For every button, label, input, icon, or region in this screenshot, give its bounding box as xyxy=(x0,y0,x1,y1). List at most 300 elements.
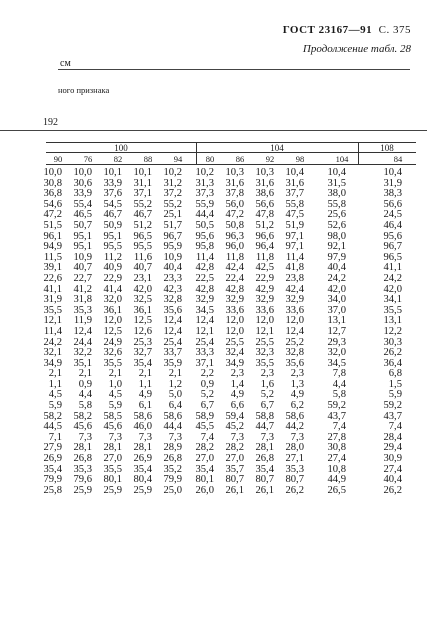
table-cell: 25,4 xyxy=(163,336,182,348)
table-cell: 52,6 xyxy=(327,219,346,231)
table-cell: 12,1 xyxy=(43,315,62,327)
table-cell: 37,8 xyxy=(225,188,244,200)
table-cell: 34,9 xyxy=(225,357,244,369)
table-cell: 5,9 xyxy=(48,400,62,412)
column-header: 76 xyxy=(83,154,93,164)
table-cell: 32,8 xyxy=(163,294,182,306)
table-cell: 28,1 xyxy=(255,442,274,454)
table-cell: 7,3 xyxy=(138,431,152,443)
table-cell: 25,9 xyxy=(133,484,152,496)
group-header: 104 xyxy=(270,143,284,153)
table-cell: 47,2 xyxy=(225,209,244,221)
table-cell: 59,4 xyxy=(225,410,244,422)
table-cell: 33,9 xyxy=(103,177,122,189)
table-cell: 31,9 xyxy=(43,294,62,306)
table-cell: 28,2 xyxy=(225,442,244,454)
table-cell: 2,1 xyxy=(48,368,62,380)
table-cell: 1,1 xyxy=(138,378,152,390)
table-cell: 5,0 xyxy=(168,389,182,401)
column-header: 86 xyxy=(235,154,245,164)
table-cell: 28,9 xyxy=(163,442,182,454)
table-cell: 5,2 xyxy=(260,389,274,401)
table-cell: 32,1 xyxy=(43,347,62,359)
table-cell: 10,2 xyxy=(163,167,182,178)
table-cell: 35,4 xyxy=(43,463,62,475)
table-cell: 22,6 xyxy=(43,272,62,284)
table-cell: 37,2 xyxy=(163,188,182,200)
table-cell: 12,0 xyxy=(225,315,244,327)
table-cell: 10,4 xyxy=(383,167,402,178)
table-cell: 10,4 xyxy=(285,167,304,178)
table-cell: 27,8 xyxy=(327,431,346,443)
table-cell: 34,1 xyxy=(383,294,402,306)
table-cell: 12,0 xyxy=(225,325,244,337)
table-cell: 42,8 xyxy=(195,262,214,274)
table-cell: 12,2 xyxy=(383,325,402,337)
table-cell: 30,8 xyxy=(327,442,346,454)
table-cell: 7,4 xyxy=(388,421,402,433)
column-header: 90 xyxy=(53,154,63,164)
table-cell: 12,6 xyxy=(133,325,152,337)
table-cell: 96,5 xyxy=(383,251,402,263)
table-cell: 50,7 xyxy=(73,219,92,231)
table-cell: 35,9 xyxy=(163,357,182,369)
table-cell: 27,0 xyxy=(225,453,244,465)
table-cell: 26,8 xyxy=(73,453,92,465)
table-cell: 96,3 xyxy=(225,230,244,242)
table-cell: 7,3 xyxy=(260,431,274,443)
table-cell: 59,2 xyxy=(327,400,346,412)
table-cell: 27,4 xyxy=(383,463,402,475)
table-cell: 27,9 xyxy=(43,442,62,454)
group-header: 108 xyxy=(380,143,394,153)
table-cell: 0,9 xyxy=(78,378,92,390)
table-cell: 30,6 xyxy=(73,177,92,189)
table-cell: 28,0 xyxy=(285,442,304,454)
table-cell: 42,3 xyxy=(163,283,182,295)
table-cell: 37,7 xyxy=(285,188,304,200)
table-cell: 23,1 xyxy=(133,272,152,284)
table-cell: 34,5 xyxy=(327,357,346,369)
table-cell: 10,4 xyxy=(327,167,346,178)
table-cell: 33,6 xyxy=(225,304,244,316)
table-cell: 10,9 xyxy=(73,251,92,263)
table-column xyxy=(96,168,122,496)
table-cell: 42,0 xyxy=(383,283,402,295)
table-cell: 42,4 xyxy=(285,283,304,295)
table-cell: 24,9 xyxy=(103,336,122,348)
table-cell: 32,9 xyxy=(195,294,214,306)
table-cell: 4,5 xyxy=(48,389,62,401)
table-cell: 80,1 xyxy=(103,474,122,486)
table-cell: 47,5 xyxy=(285,209,304,221)
table-cell: 42,8 xyxy=(195,283,214,295)
table-cell: 26,0 xyxy=(195,484,214,496)
table-cell: 46,4 xyxy=(383,219,402,231)
table-cell: 95,1 xyxy=(73,230,92,242)
table-column xyxy=(188,168,214,496)
table-cell: 35,5 xyxy=(103,357,122,369)
table-cell: 7,3 xyxy=(290,431,304,443)
table-cell: 34,5 xyxy=(195,304,214,316)
table-cell: 47,8 xyxy=(255,209,274,221)
table-column xyxy=(218,168,244,496)
column-header: 80 xyxy=(205,154,215,164)
table-cell: 12,7 xyxy=(327,325,346,337)
table-cell: 6,4 xyxy=(168,400,182,412)
table-cell: 35,4 xyxy=(255,463,274,475)
table-cell: 6,6 xyxy=(230,400,244,412)
table-cell: 7,3 xyxy=(78,431,92,443)
table-cell: 12,5 xyxy=(133,315,152,327)
table-cell: 25,4 xyxy=(195,336,214,348)
table-cell: 58,5 xyxy=(103,410,122,422)
table-cell: 32,3 xyxy=(255,347,274,359)
table-cell: 58,9 xyxy=(195,410,214,422)
table-cell: 23,8 xyxy=(285,272,304,284)
table-cell: 33,6 xyxy=(285,304,304,316)
table-cell: 1,1 xyxy=(48,378,62,390)
table-cell: 35,4 xyxy=(133,357,152,369)
table-cell: 35,2 xyxy=(163,463,182,475)
table-cell: 55,2 xyxy=(133,198,152,210)
table-cell: 41,8 xyxy=(285,262,304,274)
table-cell: 32,9 xyxy=(255,294,274,306)
table-cell: 32,9 xyxy=(225,294,244,306)
left-number: 192 xyxy=(43,117,58,128)
table-cell: 50,9 xyxy=(103,219,122,231)
table-cell: 79,6 xyxy=(73,474,92,486)
table-cell: 58,8 xyxy=(255,410,274,422)
table-cell: 79,9 xyxy=(43,474,62,486)
table-cell: 59,2 xyxy=(383,400,402,412)
table-cell: 42,0 xyxy=(133,283,152,295)
table-cell: 2,1 xyxy=(168,368,182,380)
table-cell: 32,0 xyxy=(103,294,122,306)
column-header: 104 xyxy=(335,154,349,164)
table-cell: 4,4 xyxy=(332,378,346,390)
table-cell: 32,0 xyxy=(327,347,346,359)
table-cell: 31,5 xyxy=(327,177,346,189)
table-cell: 31,8 xyxy=(73,294,92,306)
table-cell: 42,5 xyxy=(255,262,274,274)
table-cell: 35,3 xyxy=(73,463,92,475)
table-cell: 42,8 xyxy=(225,283,244,295)
table-column xyxy=(66,168,92,496)
table-cell: 22,4 xyxy=(225,272,244,284)
table-cell: 40,7 xyxy=(73,262,92,274)
table-cell: 28,1 xyxy=(133,442,152,454)
table-cell: 35,6 xyxy=(285,357,304,369)
table-header xyxy=(46,142,416,162)
table-cell: 27,1 xyxy=(285,453,304,465)
header-rule-bottom xyxy=(46,164,416,165)
table-cell: 24,2 xyxy=(383,272,402,284)
table-cell: 94,9 xyxy=(43,241,62,253)
table-cell: 24,2 xyxy=(327,272,346,284)
table-cell: 97,9 xyxy=(327,251,346,263)
table-cell: 10,8 xyxy=(327,463,346,475)
table-cell: 24,5 xyxy=(383,209,402,221)
table-cell: 10,3 xyxy=(255,167,274,178)
standard-code: ГОСТ 23167—91 xyxy=(282,24,373,36)
table-cell: 30,3 xyxy=(383,336,402,348)
table-cell: 45,6 xyxy=(103,421,122,433)
table-cell: 38,0 xyxy=(327,188,346,200)
table-cell: 42,9 xyxy=(255,283,274,295)
table-cell: 6,7 xyxy=(200,400,214,412)
table-cell: 12,4 xyxy=(163,325,182,337)
table-cell: 35,3 xyxy=(73,304,92,316)
table-cell: 25,9 xyxy=(73,484,92,496)
table-cell: 42,0 xyxy=(327,283,346,295)
table-cell: 38,6 xyxy=(255,188,274,200)
table-cell: 31,2 xyxy=(163,177,182,189)
table-cell: 95,5 xyxy=(133,241,152,253)
table-cell: 1,6 xyxy=(260,378,274,390)
table-cell: 46,7 xyxy=(133,209,152,221)
table-cell: 46,0 xyxy=(133,421,152,433)
table-cell: 1,5 xyxy=(388,378,402,390)
table-cell: 44,4 xyxy=(163,421,182,433)
table-cell: 44,2 xyxy=(285,421,304,433)
table-cell: 35,4 xyxy=(195,463,214,475)
table-cell: 11,8 xyxy=(255,251,274,263)
table-cell: 50,8 xyxy=(225,219,244,231)
table-cell: 55,4 xyxy=(73,198,92,210)
table-cell: 37,1 xyxy=(195,357,214,369)
table-cell: 7,3 xyxy=(230,431,244,443)
table-cell: 41,4 xyxy=(103,283,122,295)
table-cell: 36,1 xyxy=(103,304,122,316)
group-header: 100 xyxy=(114,143,128,153)
table-cell: 56,0 xyxy=(225,198,244,210)
table-cell: 1,3 xyxy=(290,378,304,390)
table-cell: 33,3 xyxy=(195,347,214,359)
table-cell: 1,2 xyxy=(168,378,182,390)
table-cell: 43,7 xyxy=(383,410,402,422)
table-cell: 46,7 xyxy=(103,209,122,221)
table-cell: 33,6 xyxy=(255,304,274,316)
table-cell: 40,4 xyxy=(327,262,346,274)
table-cell: 12,0 xyxy=(285,315,304,327)
table-cell: 25,2 xyxy=(285,336,304,348)
table-cell: 58,6 xyxy=(285,410,304,422)
table-cell: 38,3 xyxy=(383,188,402,200)
table-cell: 79,9 xyxy=(163,474,182,486)
table-cell: 34,9 xyxy=(43,357,62,369)
table-cell: 42,4 xyxy=(225,262,244,274)
table-cell: 55,9 xyxy=(195,198,214,210)
table-cell: 97,1 xyxy=(285,241,304,253)
table-cell: 56,6 xyxy=(383,198,402,210)
table-cell: 25,6 xyxy=(327,209,346,221)
table-cell: 45,5 xyxy=(195,421,214,433)
table-cell: 6,7 xyxy=(260,400,274,412)
table-cell: 92,1 xyxy=(327,241,346,253)
table-cell: 7,4 xyxy=(200,431,214,443)
table-cell: 6,1 xyxy=(138,400,152,412)
table-cell: 29,4 xyxy=(383,442,402,454)
page-number: 375 xyxy=(393,24,411,36)
table-cell: 6,8 xyxy=(388,368,402,380)
table-column xyxy=(248,168,274,496)
table-cell: 27,0 xyxy=(103,453,122,465)
table-column xyxy=(126,168,152,496)
table-cell: 29,3 xyxy=(327,336,346,348)
table-cell: 58,2 xyxy=(43,410,62,422)
table-cell: 10,0 xyxy=(73,167,92,178)
table-cell: 46,5 xyxy=(73,209,92,221)
table-cell: 37,6 xyxy=(103,188,122,200)
table-cell: 40,4 xyxy=(383,474,402,486)
table-cell: 10,3 xyxy=(225,167,244,178)
table-cell: 12,4 xyxy=(285,325,304,337)
table-cell: 56,6 xyxy=(255,198,274,210)
table-cell: 35,5 xyxy=(383,304,402,316)
table-cell: 80,7 xyxy=(285,474,304,486)
table-cell: 10,0 xyxy=(43,167,62,178)
table-column xyxy=(156,168,182,496)
table-cell: 26,9 xyxy=(133,453,152,465)
table-cell: 2,1 xyxy=(78,368,92,380)
table-cell: 13,1 xyxy=(383,315,402,327)
table-cell: 4,9 xyxy=(138,389,152,401)
table-cell: 25,5 xyxy=(225,336,244,348)
table-cell: 33,9 xyxy=(73,188,92,200)
table-cell: 7,3 xyxy=(168,431,182,443)
table-continuation-caption: Продолжение табл. 28 xyxy=(302,43,411,55)
table-cell: 43,7 xyxy=(327,410,346,422)
table-cell: 32,4 xyxy=(225,347,244,359)
table-cell: 27,0 xyxy=(195,453,214,465)
table-cell: 23,3 xyxy=(163,272,182,284)
table-cell: 10,9 xyxy=(163,251,182,263)
table-cell: 28,1 xyxy=(103,442,122,454)
table-cell: 37,0 xyxy=(327,304,346,316)
table-cell: 44,4 xyxy=(195,209,214,221)
table-cell: 96,7 xyxy=(383,241,402,253)
table-cell: 2,2 xyxy=(200,368,214,380)
table-cell: 0,9 xyxy=(200,378,214,390)
table-cell: 5,9 xyxy=(388,389,402,401)
table-cell: 25,0 xyxy=(163,484,182,496)
table-cell: 11,4 xyxy=(43,325,62,337)
column-header: 84 xyxy=(393,154,403,164)
table-cell: 55,2 xyxy=(163,198,182,210)
table-cell: 51,7 xyxy=(163,219,182,231)
table-cell: 58,2 xyxy=(73,410,92,422)
feature-label: ного признака xyxy=(58,85,110,95)
table-cell: 7,8 xyxy=(332,368,346,380)
table-cell: 22,9 xyxy=(103,272,122,284)
table-cell: 96,7 xyxy=(163,230,182,242)
table-cell: 58,6 xyxy=(163,410,182,422)
table-cell: 32,7 xyxy=(133,347,152,359)
table-column xyxy=(376,168,402,496)
table-cell: 45,2 xyxy=(225,421,244,433)
table-cell: 30,8 xyxy=(43,177,62,189)
table-cell: 40,4 xyxy=(163,262,182,274)
table-cell: 12,4 xyxy=(73,325,92,337)
table-cell: 40,9 xyxy=(103,262,122,274)
table-cell: 26,2 xyxy=(285,484,304,496)
table-cell: 34,0 xyxy=(327,294,346,306)
table-cell: 25,9 xyxy=(103,484,122,496)
table-cell: 11,5 xyxy=(43,251,62,263)
table-cell: 35,1 xyxy=(73,357,92,369)
table-cell: 5,8 xyxy=(332,389,346,401)
table-cell: 35,3 xyxy=(285,463,304,475)
table-cell: 98,0 xyxy=(327,230,346,242)
table-cell: 32,5 xyxy=(133,294,152,306)
table-cell: 22,5 xyxy=(195,272,214,284)
table-cell: 12,1 xyxy=(195,325,214,337)
table-cell: 95,8 xyxy=(195,241,214,253)
table-cell: 96,6 xyxy=(255,230,274,242)
table-cell: 5,2 xyxy=(200,389,214,401)
table-cell: 95,5 xyxy=(103,241,122,253)
table-cell: 26,2 xyxy=(383,347,402,359)
table-cell: 5,8 xyxy=(78,400,92,412)
table-cell: 11,4 xyxy=(285,251,304,263)
table-cell: 80,1 xyxy=(195,474,214,486)
table-cell: 22,9 xyxy=(255,272,274,284)
table-cell: 32,9 xyxy=(285,294,304,306)
table-cell: 80,7 xyxy=(255,474,274,486)
table-cell: 12,4 xyxy=(163,315,182,327)
table-cell: 51,2 xyxy=(255,219,274,231)
table-cell: 26,2 xyxy=(383,484,402,496)
table-cell: 35,5 xyxy=(43,304,62,316)
table-cell: 35,5 xyxy=(255,357,274,369)
column-header: 82 xyxy=(113,154,123,164)
table-cell: 4,4 xyxy=(78,389,92,401)
rule-mid xyxy=(0,130,427,131)
table-cell: 32,8 xyxy=(285,347,304,359)
table-cell: 4,9 xyxy=(290,389,304,401)
table-cell: 26,1 xyxy=(225,484,244,496)
table-cell: 22,7 xyxy=(73,272,92,284)
table-cell: 37,3 xyxy=(195,188,214,200)
table-cell: 10,1 xyxy=(103,167,122,178)
table-cell: 30,9 xyxy=(383,453,402,465)
table-cell: 95,1 xyxy=(73,241,92,253)
column-header: 88 xyxy=(143,154,153,164)
table-cell: 58,6 xyxy=(133,410,152,422)
table-cell: 44,9 xyxy=(327,474,346,486)
table-cell: 31,9 xyxy=(383,177,402,189)
rule-top xyxy=(58,69,410,70)
table-cell: 26,8 xyxy=(163,453,182,465)
table-cell: 35,6 xyxy=(163,304,182,316)
table-cell: 28,2 xyxy=(195,442,214,454)
table-cell: 25,8 xyxy=(43,484,62,496)
table-cell: 36,4 xyxy=(383,357,402,369)
table-cell: 5,9 xyxy=(108,400,122,412)
table-column xyxy=(36,168,62,496)
table-cell: 51,2 xyxy=(133,219,152,231)
table-column xyxy=(320,168,346,496)
table-cell: 44,5 xyxy=(43,421,62,433)
table-cell: 10,1 xyxy=(133,167,152,178)
table-cell: 55,8 xyxy=(285,198,304,210)
table-cell: 2,3 xyxy=(230,368,244,380)
table-cell: 13,1 xyxy=(327,315,346,327)
table-cell: 26,5 xyxy=(327,484,346,496)
column-header: 94 xyxy=(173,154,183,164)
table-cell: 28,1 xyxy=(73,442,92,454)
